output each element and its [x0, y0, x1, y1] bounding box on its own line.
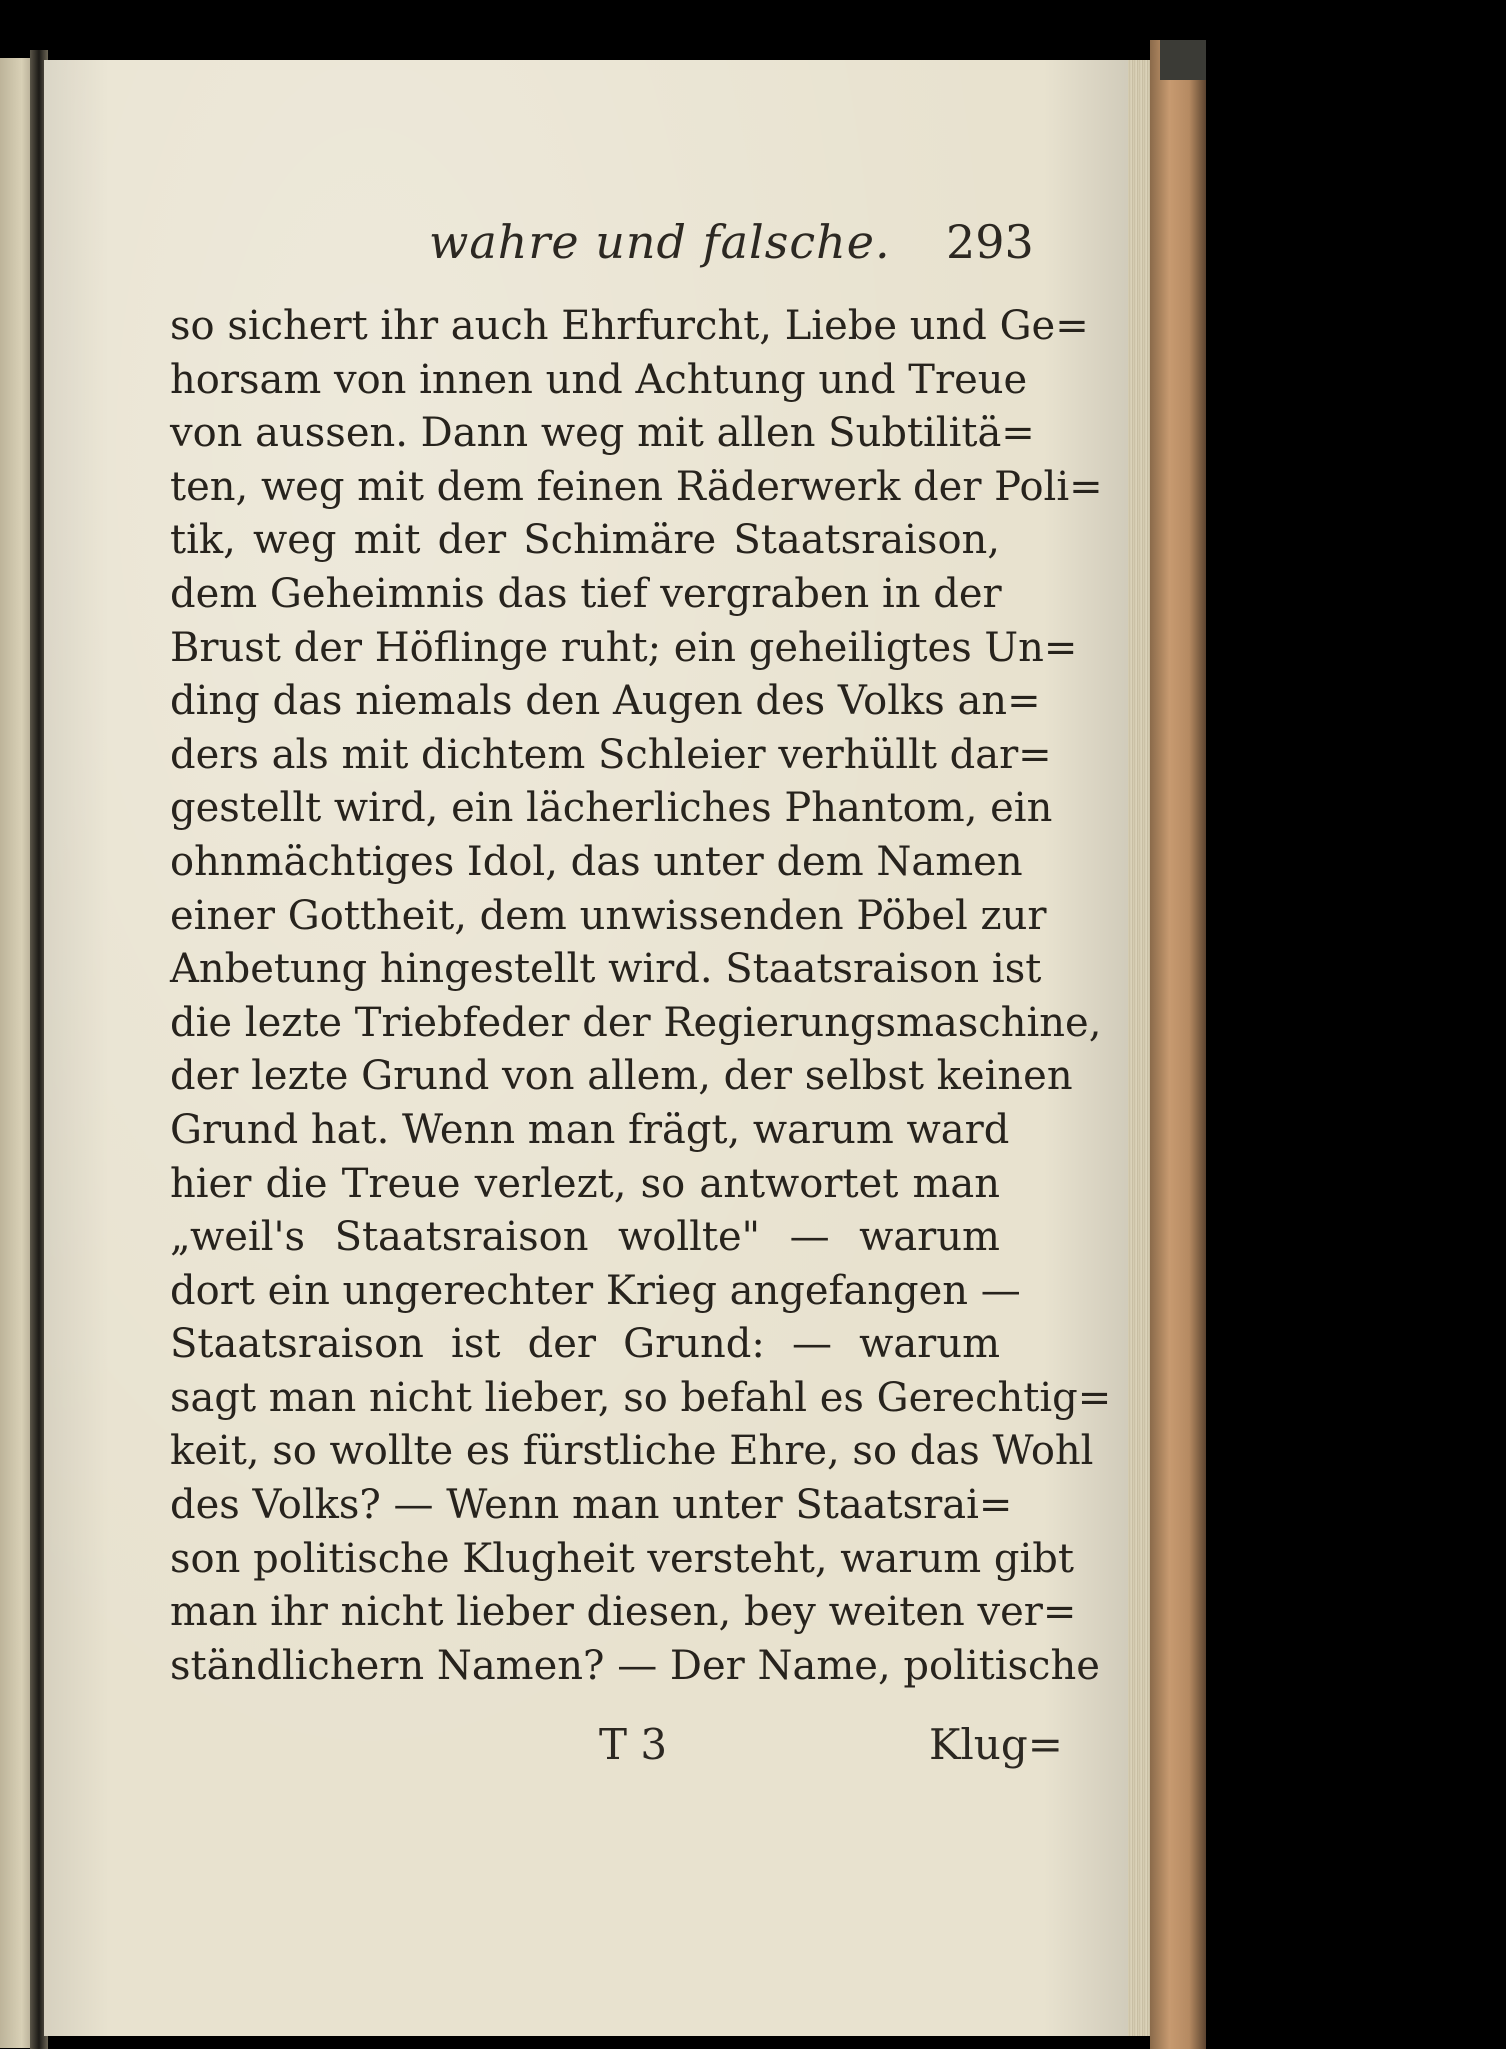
catchword: Klug= [929, 1720, 1063, 1769]
text-line: horsam von innen und Achtung und Treue [170, 356, 1028, 403]
text-line: der lezte Grund von allem, der selbst keinen [170, 1053, 1073, 1100]
signature-mark: T 3 [599, 1720, 668, 1769]
scan-background [1206, 0, 1506, 2049]
text-line: von aussen. Dann weg mit allen Subtilitä= [170, 410, 1035, 457]
text-line: keit, so wollte es fürstliche Ehre, so das Wohl [170, 1428, 1094, 1475]
text-line: Anbetung hingestellt wird. Staatsraison ist [170, 946, 1042, 993]
text-line: ständlichern Namen? — Der Name, politische [170, 1642, 1100, 1689]
text-line: sagt man nicht lieber, so befahl es Gerechtig= [170, 1374, 1112, 1421]
page-footer [44, 1720, 1130, 1780]
cover-board [1150, 40, 1206, 2049]
page-header [44, 215, 1130, 275]
text-line: Brust der Höflinge ruht; ein geheiligtes Un= [170, 624, 1078, 671]
page-number: 293 [946, 215, 1034, 269]
text-line: „weil's Staatsraison wollte" — warum [170, 1214, 1000, 1261]
text-line: ders als mit dichtem Schleier verhüllt dar= [170, 731, 1052, 778]
text-line: einer Gottheit, dem unwissenden Pöbel zur [170, 892, 1047, 939]
text-line: die lezte Triebfeder der Regierungsmaschine, [170, 999, 1102, 1046]
text-line: gestellt wird, ein lächerliches Phantom, ein [170, 785, 1053, 832]
text-line: tik, weg mit der Schimäre Staatsraison, [170, 517, 1000, 564]
text-line: des Volks? — Wenn man unter Staatsrai= [170, 1482, 1013, 1529]
text-line: ten, weg mit dem feinen Räderwerk der Poli= [170, 463, 1103, 510]
text-line: Grund hat. Wenn man frägt, warum ward [170, 1106, 1010, 1153]
text-line: man ihr nicht lieber diesen, bey weiten ver= [170, 1589, 1077, 1636]
body-text [170, 300, 1112, 1693]
text-line: ding das niemals den Augen des Volks an= [170, 678, 1041, 725]
text-line: dem Geheimnis das tief vergraben in der [170, 570, 1002, 617]
text-line: son politische Klugheit versteht, warum gibt [170, 1535, 1074, 1582]
text-line: dort ein ungerechter Krieg angefangen — [170, 1267, 1021, 1314]
running-head: wahre und falsche. [429, 215, 891, 269]
text-line: Staatsraison ist der Grund: — warum [170, 1321, 1000, 1368]
cover-corner [1160, 40, 1206, 80]
text-line: so sichert ihr auch Ehrfurcht, Liebe und Ge= [170, 303, 1089, 349]
text-line: ohnmächtiges Idol, das unter dem Namen [170, 838, 1023, 885]
text-line: hier die Treue verlezt, so antwortet man [170, 1160, 1000, 1207]
